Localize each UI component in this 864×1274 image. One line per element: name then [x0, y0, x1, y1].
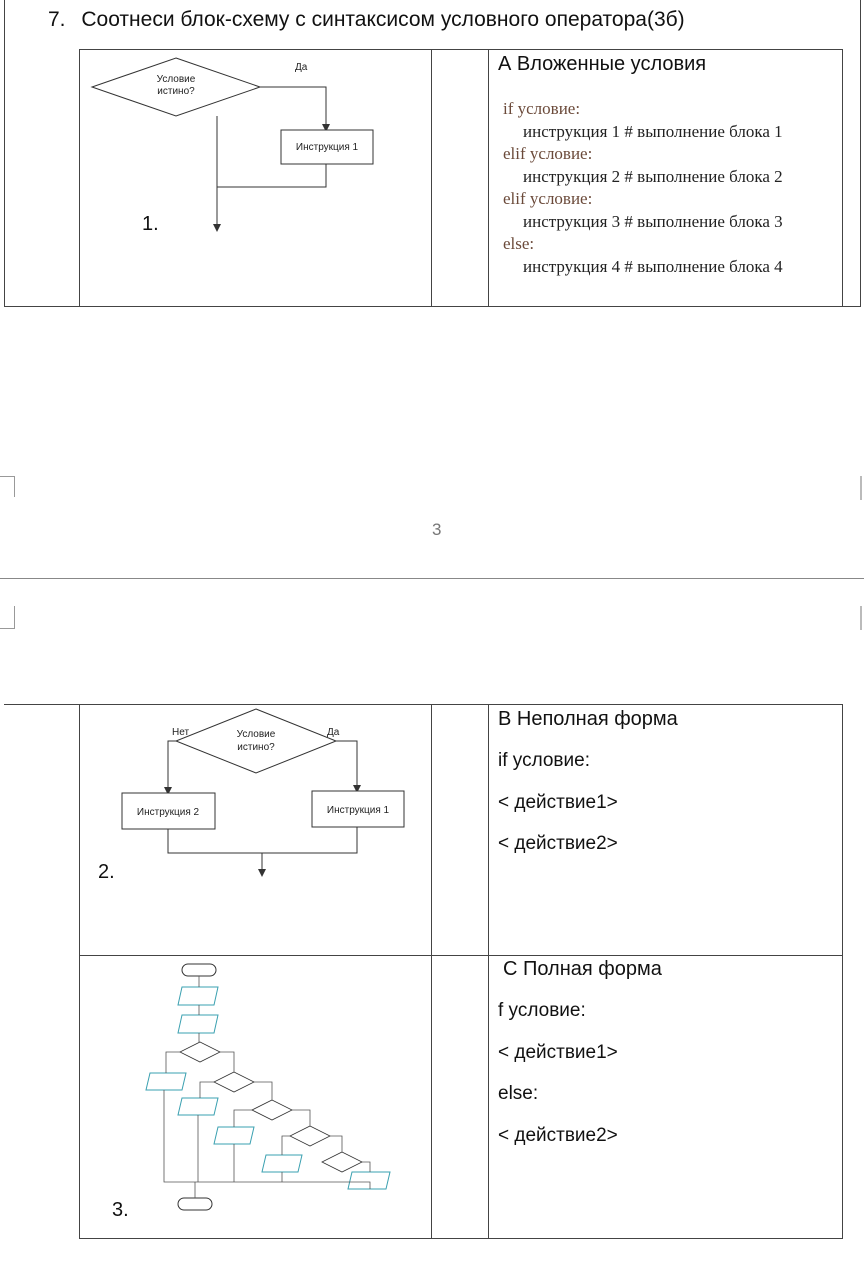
outer-border-right	[860, 0, 861, 307]
instruction-label: Инструкция 1	[295, 142, 359, 153]
flowchart-1-label: 1.	[142, 213, 159, 235]
option-c-line-2: < действие1>	[498, 1042, 618, 1063]
flowchart-2	[80, 705, 430, 955]
start-terminal	[182, 964, 216, 976]
table2-bottom-border	[79, 1238, 843, 1239]
option-a-code-line: if условие:	[503, 99, 581, 118]
yes-label: Да	[295, 62, 308, 73]
table2-col-border	[488, 704, 489, 1239]
decision	[180, 1042, 220, 1062]
condition-line2: истино?	[157, 86, 195, 97]
option-a-code-lines	[503, 98, 783, 278]
instruction-text: инструкция 3 # выполнение блока 3	[523, 211, 783, 231]
page-break-line	[0, 578, 864, 579]
instruction-2-label: Инструкция 2	[136, 807, 200, 818]
output-shape	[178, 1098, 218, 1115]
option-a-code-line	[503, 166, 783, 189]
yes-label: Да	[327, 727, 340, 738]
crop-mark-right	[860, 476, 862, 500]
no-label: Нет	[172, 727, 190, 738]
output-shape	[348, 1172, 390, 1189]
condition-line1: Условие	[156, 74, 196, 85]
option-a-code-line	[503, 256, 783, 279]
outer-border-left	[4, 0, 5, 307]
instruction-text: инструкция 1 # выполнение блока 1	[523, 121, 783, 141]
crop-mark-right-2	[860, 606, 862, 630]
question-text	[48, 8, 685, 32]
decision	[322, 1152, 362, 1172]
option-b-line-2: < действие1>	[498, 792, 618, 813]
question-number: 7.	[48, 8, 66, 31]
outer-border-bottom	[4, 306, 861, 307]
table1-col-border	[431, 49, 432, 307]
condition-line2: истино?	[237, 742, 275, 753]
option-a-code-line: elif условие:	[503, 189, 593, 208]
option-a-code-line	[503, 211, 783, 234]
flowchart-3	[130, 960, 400, 1220]
instruction-text: инструкция 2 # выполнение блока 2	[523, 166, 783, 186]
condition-line1: Условие	[236, 729, 276, 740]
option-a-code-line: elif условие:	[503, 144, 593, 163]
table2-col-border	[431, 704, 432, 1239]
option-c-line-3: else:	[498, 1083, 539, 1104]
table2-col-border	[842, 704, 843, 1239]
flowchart-2-label: 2.	[98, 861, 115, 883]
option-b-title: В Неполная форма	[498, 708, 678, 730]
decision	[290, 1126, 330, 1146]
option-a-title: А Вложенные условия	[498, 53, 707, 75]
flowchart-1	[80, 50, 430, 306]
instruction-1-label: Инструкция 1	[326, 805, 390, 816]
table1-col-border	[842, 49, 843, 307]
table2-row-border	[79, 955, 843, 956]
decision-diamond	[176, 709, 336, 773]
flowchart-3-label: 3.	[112, 1199, 129, 1221]
input-shape	[178, 987, 218, 1005]
option-a-code	[503, 98, 783, 278]
decision	[214, 1072, 254, 1092]
crop-mark-left-2	[0, 606, 15, 629]
option-c-line-4: < действие2>	[498, 1125, 618, 1146]
option-c-line-1: f условие:	[498, 1000, 586, 1021]
output-shape	[214, 1127, 254, 1144]
end-terminal	[178, 1198, 212, 1210]
crop-mark-left	[0, 476, 15, 497]
option-a-code-line: else:	[503, 234, 535, 253]
instruction-text: инструкция 4 # выполнение блока 4	[523, 256, 783, 276]
page-number: 3	[432, 520, 442, 539]
table1-col-border	[488, 49, 489, 307]
option-b-line-3: < действие2>	[498, 833, 618, 854]
option-c-title: С Полная форма	[503, 958, 662, 980]
output-shape	[262, 1155, 302, 1172]
decision	[252, 1100, 292, 1120]
output-shape	[178, 1015, 218, 1033]
option-a-code-line	[503, 121, 783, 144]
output-shape	[146, 1073, 186, 1090]
option-b-line-1: if условие:	[498, 750, 590, 771]
question-title: Соотнеси блок-схему с синтаксисом условного оператора(3б)	[81, 8, 685, 31]
